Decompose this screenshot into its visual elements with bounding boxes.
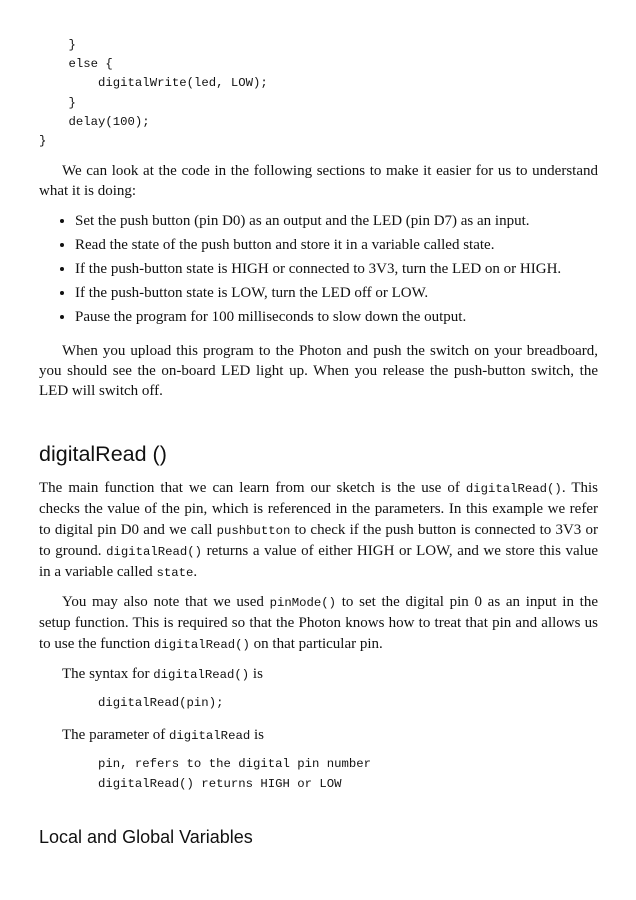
- code-line: }: [39, 133, 47, 148]
- text-run: The main function that we can learn from our sketch is the use of: [39, 480, 466, 497]
- code-line: }: [39, 95, 76, 110]
- parameter-list: [39, 755, 598, 793]
- code-line: digitalWrite(led, LOW);: [39, 76, 268, 91]
- text-run: is: [249, 665, 263, 682]
- inline-code: state: [156, 565, 194, 580]
- list-item: • Set the push button (pin D0) as an output and the LED (pin D7) as an input.: [75, 209, 598, 233]
- intro-paragraph: We can look at the code in the following sections to make it easier for us to understand what it is doing:: [39, 163, 598, 200]
- section-heading-digitalread: digitalRead (): [39, 442, 167, 467]
- text-run: on that particular pin.: [249, 635, 383, 652]
- inline-code: digitalRead(): [153, 637, 250, 652]
- parameter-label: [39, 725, 598, 746]
- digitalread-paragraph: [39, 478, 598, 583]
- code-line: delay(100);: [39, 114, 150, 129]
- upload-paragraph: When you upload this program to the Photon and push the switch on your breadboard, you should see the on-board LED light up. When you release the push-button switch, the LED will switch off.: [39, 342, 598, 399]
- inline-code: digitalRead(): [106, 544, 203, 559]
- steps-list: [39, 209, 598, 329]
- syntax-label: [39, 664, 598, 685]
- text-run: . This checks the value of the pin, which is referenced in the parameters. In this example we refer to digital pin D0 and we call: [39, 480, 598, 538]
- text-run: is: [250, 727, 264, 744]
- text-run: You may also note that we used: [62, 594, 270, 611]
- list-item: • If the push-button state is LOW, turn the LED off or LOW.: [75, 281, 598, 305]
- inline-code: digitalRead: [169, 729, 251, 744]
- code-line: }: [39, 38, 76, 52]
- section-heading-variables: Local and Global Variables: [39, 826, 253, 847]
- code-listing: [39, 36, 598, 151]
- pinmode-paragraph: [39, 592, 598, 655]
- text-run: The syntax for: [62, 665, 154, 682]
- code-line: else {: [39, 57, 113, 72]
- text-run: to check if the push button is connected to 3V3 or to ground.: [39, 521, 598, 559]
- list-item: • If the push-button state is HIGH or connected to 3V3, turn the LED on or HIGH.: [75, 257, 598, 281]
- text-run: returns a value of either HIGH or LOW, and we store this value in a variable called: [39, 542, 598, 580]
- list-item: • Read the state of the push button and store it in a variable called state.: [75, 233, 598, 257]
- inline-code: digitalRead(): [153, 667, 250, 682]
- text-run: to set the digital pin 0 as an input in the setup function. This is required so that the Photon knows how to treat that pin and allows us to use the function: [39, 594, 598, 652]
- list-item: • Pause the program for 100 milliseconds to slow down the output.: [75, 305, 598, 329]
- inline-code: digitalRead(): [465, 482, 562, 497]
- inline-code: pinMode(): [269, 596, 337, 611]
- code-line: digitalRead() returns HIGH or LOW: [98, 776, 342, 791]
- syntax-example: digitalRead(pin);: [98, 695, 224, 710]
- text-run: .: [193, 563, 198, 580]
- document-page: [39, 36, 598, 848]
- text-run: The parameter of: [62, 727, 170, 744]
- code-line: pin, refers to the digital pin number: [98, 757, 372, 772]
- inline-code: pushbutton: [216, 523, 291, 538]
